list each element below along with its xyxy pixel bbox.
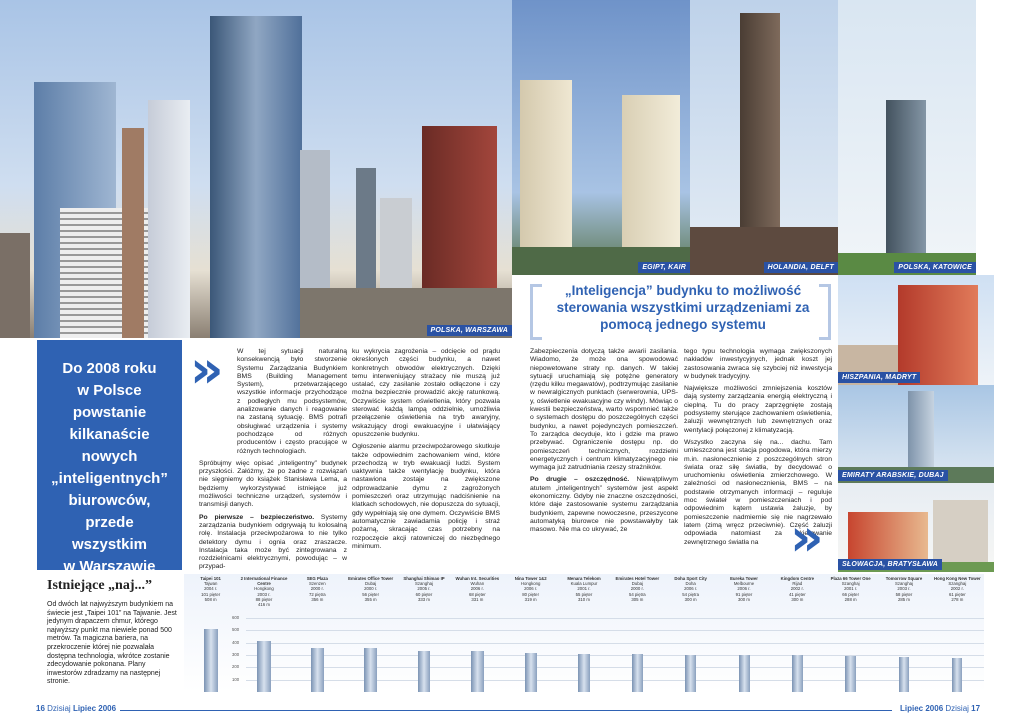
bratyslawa-photo xyxy=(838,483,994,572)
tower-floors: 60 pięter xyxy=(415,591,433,597)
delft-photo xyxy=(690,0,838,275)
grid-line xyxy=(246,667,984,668)
tower-city: Rijad xyxy=(792,581,803,587)
tower-height: 416 m xyxy=(258,602,270,608)
sidebar-heading: Istniejące „naj...” xyxy=(47,578,152,593)
tower-label xyxy=(931,576,983,602)
page-number: 17 xyxy=(971,704,981,713)
tower-label xyxy=(345,576,397,602)
left-column-2 xyxy=(352,348,500,570)
tower-height: 333 m xyxy=(418,596,430,602)
chevron-right-icon: » xyxy=(790,508,824,568)
article-title: „Inteligencja” budynku to możliwość sterowania wszystkimi urządzeniami za pomocą jednego systemu xyxy=(556,283,810,332)
tower-city: Hongkong xyxy=(520,581,541,587)
tower-name: Kingdom Centre xyxy=(780,576,815,581)
tower-floors: 68 pięter xyxy=(468,591,486,597)
pullquote-text: Do 2008 roku w Polsce powstanie kilkanaście nowych „inteligentnych” biurowców, przede wszystkim w Warszawie xyxy=(51,360,168,575)
tower-label xyxy=(878,576,930,602)
tower-bar xyxy=(364,648,377,692)
paragraph: Wszystko zaczyna się na... dachu. Tam umieszczona jest stacja pogodowa, która mierzy m.in. nasłonecznienie z poszczególnych stron świata oraz siłę światła, by decydować o uruchomieniu oświetlenia zmierzchowego. W zależności od nasłonecznienia, BMS – na podstawie otrzymanych informacji – reguluje moc świateł w pomieszczeniach i pod odpowiednim kątem ustawia żaluzje, by pomieszczenie nadmiernie się nie nagrzewało latem (zimą wręcz przeciwnie). Część żaluzji odpowiada natomiast za skierowanie zewnętrznego światła na xyxy=(684,438,832,546)
tower-bar xyxy=(632,654,644,692)
tower-floors: 54 piętra xyxy=(682,591,700,597)
tower-name: Eureka Tower xyxy=(730,576,758,581)
paragraph: Zabezpieczenia dotyczą także awarii zasilania. Wiadomo, że może ona spowodować niepowetowane straty np. danych. W takiej sytuacji uruchamiają się potężne generatory (rzędu kilku megawatów), podtrzymując zasilanie w newralgicznych punktach (serwerownia, UPS-y, oświetlenie ewakuacyjne czy windy). Mówiąc o kwestii bezpieczeństwa, warto wspomnieć także o systemach dostępu do poszczególnych części budynku, a nawet pojedynczych pomieszczeń. To zarządca decyduje, kto i gdzie ma prawo przebywać. Ograniczenie dostępu np. do pomieszczeń technicznych, rozdzielni energetycznych i centrum klimatyzacyjnego nie wymaga już zatrudniania rzeszy strażników. xyxy=(530,348,678,472)
tower-label xyxy=(611,576,663,602)
tower-name: Doha Sport City xyxy=(674,576,707,581)
tower-city: Doha xyxy=(685,581,696,587)
tower-year: 2003 r. xyxy=(257,591,271,597)
tower-floors: 91 pięter xyxy=(735,591,753,597)
tower-height: 300 m xyxy=(684,596,697,602)
tower-city: Szanghaj xyxy=(948,581,967,587)
grid-line xyxy=(246,680,984,681)
paragraph: Największe możliwości zmniejszenia kosztów dają systemy zarządzania energią elektryczną i cieplną. Tu do pracy zaprzęgnięte zostają podsystemy sterujące zachowaniem oświetlenia, żaluzji wewnętrznych lub zewnętrznych oraz wentylacji połączonej z klimatyzacją. xyxy=(684,385,832,434)
tower-year: 2004 r. xyxy=(204,586,218,592)
tower-height: 310 m xyxy=(578,596,590,602)
tower-city: Szenzen xyxy=(308,581,326,587)
tower-bar xyxy=(739,655,750,692)
caption-madryt: HISZPANIA, MADRYT xyxy=(838,372,920,383)
tower-city: Dubaj xyxy=(631,581,643,587)
tower-bar xyxy=(578,654,590,692)
tower-city: Dubaj xyxy=(365,581,377,587)
tower-bar xyxy=(525,653,537,692)
tower-name: SEG Plaza xyxy=(306,576,328,581)
tower-floors: 56 pięter xyxy=(362,591,380,597)
tower-city: Wuhan xyxy=(470,581,485,587)
tower-height: 300 m xyxy=(791,596,804,602)
caption-katowice: POLSKA, KATOWICE xyxy=(894,262,976,273)
tower-year: 2002 r. xyxy=(950,586,964,592)
tower-label xyxy=(291,576,343,602)
paragraph: Ogłoszenie alarmu przeciwpożarowego skutkuje także odpowiednim zachowaniem wind, które przechodzą w tryb ewakuacji ludzi. System uaktywnia także wentylację budynku, która nastawiona zostaje na zwiększone odprowadzanie dymu z zagrożonych pomieszczeń oraz utrzymując nadciśnienie na klatkach schodowych, nie dopuszcza do sytuacji, gdy wypełniają się one dymem. Oczywiście BMS automatycznie zawiadamia policję i straż pożarną, skracając czas potrzebny na rozpoczęcie akcji ratowniczej do niezbędnego minimum. xyxy=(352,443,500,550)
tower-height: 355 m xyxy=(364,596,377,602)
tower-name: Taipei 101 xyxy=(200,576,221,581)
tower-city: Szanghaj xyxy=(841,581,860,587)
tower-label xyxy=(185,576,237,602)
chart-plot xyxy=(184,574,984,692)
caption-warszawa: POLSKA, WARSZAWA xyxy=(427,325,512,336)
tower-height: 285 m xyxy=(898,596,910,602)
issue-date: Lipiec 2006 xyxy=(900,704,944,713)
tower-label xyxy=(505,576,557,602)
paragraph: Spróbujmy więc opisać „inteligentny” budynek przyszłości. Załóżmy, że po żadne z rozwiązań nie sięgniemy do książek Stanisława Lema, a będziemy wykorzystywać istniejące już możliwości techniczne urządzeń, systemów i transmisji danych. xyxy=(199,459,347,509)
right-footer xyxy=(512,702,1024,724)
tower-year: 2000 r. xyxy=(630,586,644,592)
paragraph: ku wykrycia zagrożenia – odcięcie od prądu określonych części budynku, a nawet konkretnych obwodów elektrycznych. Dzięki temu interweniujący strażacy nie muszą już ustalać, czy zasilanie zostało odłączone i czy można bezpiecznie prowadzić akcję ratunkową. Oczywiście system oświetlenia, który pozwala sterować każdą lampą oddzielnie, umożliwia przełączenie oświetlenia na tryb awaryjny, wskazujący drogi ewakuacyjne i ułatwiający opuszczenie budynku. xyxy=(352,348,500,438)
tower-year: 2006 r. xyxy=(684,586,698,592)
tower-name: Tomorrow Square xyxy=(885,576,923,581)
tower-label xyxy=(718,576,770,602)
tower-height: 319 m xyxy=(524,596,537,602)
grid-line xyxy=(246,618,984,619)
tower-name: Shanghai Shimao IP xyxy=(403,576,445,581)
tower-label xyxy=(825,576,877,602)
tower-bar xyxy=(311,648,324,692)
tower-height: 305 m xyxy=(631,596,644,602)
tower-label xyxy=(398,576,450,602)
caption-bratyslawa: SŁOWACJA, BRATYSŁAWA xyxy=(838,559,942,570)
subheading: Po pierwsze – bezpieczeństwo. xyxy=(199,513,315,521)
dubaj-photo xyxy=(838,385,994,483)
tower-bar xyxy=(418,651,431,692)
caption-delft: HOLANDIA, DELFT xyxy=(764,262,838,273)
tower-bar xyxy=(952,658,962,692)
right-column-1 xyxy=(530,348,678,570)
tower-floors: 58 pięter xyxy=(895,591,913,597)
page-number: 16 xyxy=(36,704,45,713)
tower-name: Wuhan Int. Securities xyxy=(455,576,500,581)
madryt-photo xyxy=(838,275,994,385)
tower-floors: 66 pięter xyxy=(842,591,860,597)
y-tick-label: 500 xyxy=(232,627,240,633)
paragraph: tego typu technologia wymaga zwiększonych nakładów inwestycyjnych, jednak koszt jej zastosowania zwraca się szybciej niż inwestycja w budynek tradycyjny. xyxy=(684,348,832,380)
tower-bar xyxy=(471,651,484,692)
tower-city: Kuala Lumpur xyxy=(570,581,598,587)
tower-floors: 54 piętra xyxy=(628,591,646,597)
tower-name: Plaza 66 Tower One xyxy=(830,576,871,581)
paragraph: Niewątpliwym atutem „inteligentnych” systemów jest aspekt ekonomiczny. Gdyby nie znaczne oszczędności, które daje zastosowanie systemu zarządzania budynkiem, zapewne nowoczesne, przeszycone automatyką biurowce nie powstawałyby tak masowo. Nie ma co ukrywać, że xyxy=(530,476,678,534)
subheading: Po drugie – oszczędność. xyxy=(530,476,630,484)
caption-dubaj: EMIRATY ARABSKIE, DUBAJ xyxy=(838,470,948,481)
tower-floors: 80 pięter xyxy=(522,591,540,597)
skyscraper-chart xyxy=(184,574,984,692)
y-tick-label: 600 xyxy=(232,615,240,620)
tower-label xyxy=(451,576,503,602)
caption-kair: EGIPT, KAIR xyxy=(638,262,690,273)
tower-year: 2003 r. xyxy=(897,586,911,592)
tower-bar xyxy=(204,629,218,692)
tower-bar xyxy=(685,655,696,692)
tower-year: 2006 r. xyxy=(737,586,751,592)
y-tick-label: 200 xyxy=(232,664,240,670)
pullquote-box xyxy=(37,340,182,575)
tower-bar xyxy=(792,655,803,692)
tower-label xyxy=(238,576,290,607)
grid-line xyxy=(246,643,984,644)
tower-year: 2006 r. xyxy=(524,586,538,592)
tower-city: Szanghaj xyxy=(895,581,913,587)
tower-name: Emirates Hotel Tower xyxy=(615,576,660,581)
tower-name: Nina Tower 1&2 xyxy=(514,576,547,581)
tower-year: 2001 r. xyxy=(577,586,591,592)
kair-photo xyxy=(512,0,690,275)
tower-name: Hong Kong New Tower xyxy=(933,576,981,581)
tower-floors: 55 pięter xyxy=(575,591,593,597)
tower-name: 2 International Finance Centre xyxy=(240,576,288,587)
tower-bar xyxy=(845,656,855,692)
katowice-photo xyxy=(838,0,976,275)
tower-label xyxy=(665,576,717,602)
brand-name: Dzisiaj xyxy=(47,704,71,713)
tower-label xyxy=(558,576,610,602)
tower-bar xyxy=(899,657,909,692)
tower-year: 2002 r. xyxy=(790,586,804,592)
tower-floors: 72 piętra xyxy=(308,591,326,597)
tower-height: 288 m xyxy=(844,596,857,602)
tower-city: Szanghaj xyxy=(415,581,433,587)
brand-name: Dzisiaj xyxy=(945,704,969,713)
paragraph: W tej sytuacji naturalną konsekwencją było stworzenie Systemu Zarządzania Budynkiem BMS (Building Management System), przetwarzającego wszystkie informacje przychodzące z podległych mu podsystemów, analizowanie danych i reagowanie na zastaną sytuację. BMS potrafi obsługiwać urządzenia i systemy pochodzące od różnych producentów i często pracujące w różnych technologiach. xyxy=(237,348,347,455)
issue-date: Lipiec 2006 xyxy=(72,704,117,713)
tower-floors: 88 pięter xyxy=(255,596,273,602)
tower-year: 2005 r. xyxy=(417,586,431,592)
chevron-right-icon: » xyxy=(190,340,224,400)
warsaw-photo xyxy=(0,0,512,338)
y-tick-label: 300 xyxy=(232,652,240,657)
tower-city: Tajwan xyxy=(203,581,218,587)
tower-floors: 101 pięter xyxy=(201,591,221,597)
tower-floors: 41 pięter xyxy=(788,591,806,597)
tower-year: 2006 r. xyxy=(470,586,484,592)
tower-name: Emirates Office Tower xyxy=(348,576,394,581)
grid-line xyxy=(246,655,984,656)
sidebar-text: Od dwóch lat najwyższym budynkiem na świecie jest „Taipei 101” na Tajwanie. Jest jedynym drapaczem chmur, którego najwyższy punkt ma niewiele ponad 500 metrów. Ta magiczna bariera, na przekroczenie której nie pozwalała dostępna technologia, wkrótce zostanie zdecydowanie pokonana. Plany inwestorów zdradzamy na następnej stronie. xyxy=(47,601,177,686)
y-tick-label: 400 xyxy=(232,639,240,645)
tower-floors: 61 pięter xyxy=(948,591,966,597)
left-column-1 xyxy=(199,348,347,570)
tower-height: 508 m xyxy=(204,596,217,602)
left-footer xyxy=(0,702,512,724)
tower-label xyxy=(771,576,823,602)
tower-year: 2000 r. xyxy=(310,586,324,592)
tower-height: 331 m xyxy=(471,596,484,602)
tower-city: Melbourne xyxy=(733,581,755,587)
grid-line xyxy=(246,630,984,631)
tower-year: 2001 r. xyxy=(844,586,858,592)
paragraph: Systemy zarządzania budynkiem odgrywają tu kolosalną rolę. Instalacja przeciwpożarowa to nie tylko detektory dymu i ognia oraz zraszacze. Instalacja taka może być zintegrowana z rozdzielnicami elektrycznymi, powodując – w przypad- xyxy=(199,513,347,570)
tower-height: 278 m xyxy=(951,596,964,602)
tower-year: 2000 r. xyxy=(364,586,378,592)
tower-height: 356 m xyxy=(311,596,324,602)
tower-bar xyxy=(257,641,271,692)
tower-name: Menara Telekom xyxy=(567,576,601,581)
y-tick-label: 100 xyxy=(232,676,240,682)
tower-height: 300 m xyxy=(738,596,750,602)
tower-city: Hongkong xyxy=(254,586,274,592)
